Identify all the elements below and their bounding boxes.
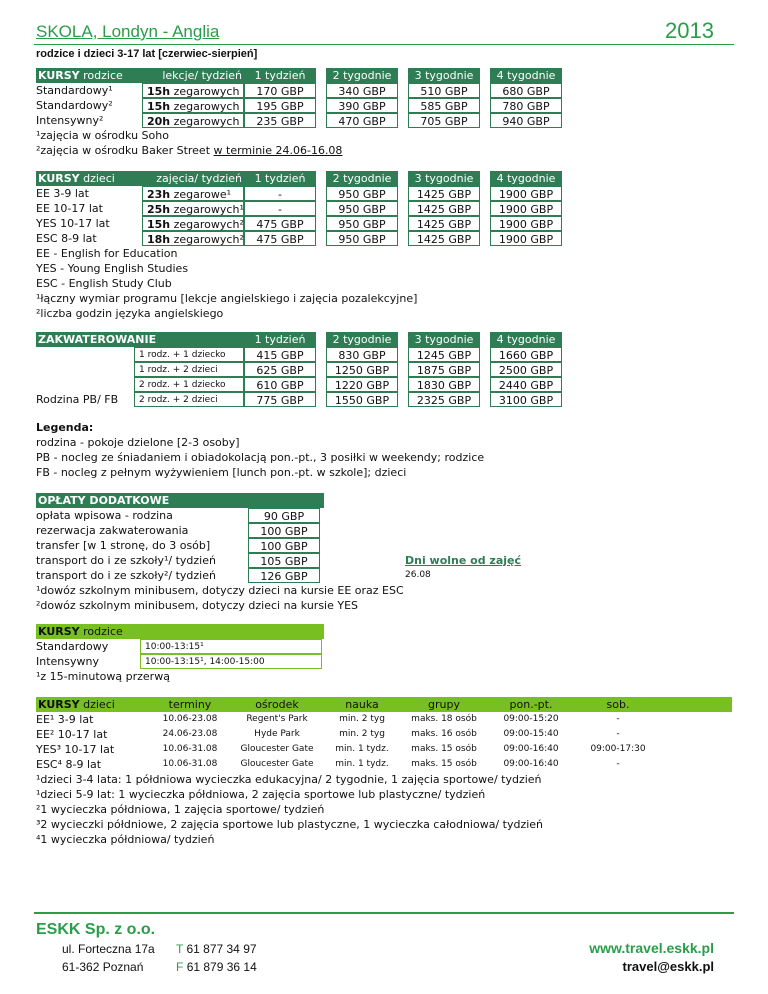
footer-divider <box>34 912 734 914</box>
footnote: EE - English for Education <box>36 247 178 260</box>
footnote: ¹łączny wymiar programu [lekcje angielskiego i zajęcia pozalekcyjne] <box>36 292 418 305</box>
footnote: ¹dowóz szkolnym minibusem, dotyczy dzieci na kursie EE oraz ESC <box>36 584 404 597</box>
table-row: transport do i ze szkoły²/ tydzień 126 GBP <box>36 568 216 583</box>
footnote: ESC - English Study Club <box>36 277 172 290</box>
footnote: ¹z 15-minutową przerwą <box>36 670 170 683</box>
table-header: OPŁATY DODATKOWE <box>36 493 322 508</box>
table-row: opłata wpisowa - rodzina 90 GBP <box>36 508 173 523</box>
legend-title: Legenda: <box>36 421 94 434</box>
table-row: EE¹ 3-9 lat 10.06-23.08 Regent's Park min. 2 tyg maks. 18 osób 09:00-15:20 - <box>36 713 620 726</box>
company-name: ESKK Sp. z o.o. <box>36 921 156 938</box>
table-row: ESC 8-9 lat 18h zegarowych² 475 GBP 950 GBP 1425 GBP 1900 GBP <box>36 231 97 246</box>
footnote: ²1 wycieczka półdniowa, 1 zajęcia sportowe/ tydzień <box>36 803 325 816</box>
table-header: KURSY dzieci zajęcia/ tydzień 1 tydzień 2 tygodnie 3 tygodnie 4 tygodnie <box>36 171 556 186</box>
table-row: transport do i ze szkoły¹/ tydzień 105 GBP <box>36 553 216 568</box>
table-row: ESC⁴ 8-9 lat 10.06-31.08 Gloucester Gate min. 1 tydz. maks. 15 osób 09:00-16:40 - <box>36 758 620 771</box>
holidays-date: 26.08 <box>405 570 431 580</box>
table-row: EE 10-17 lat 25h zegarowych¹ - 950 GBP 1425 GBP 1900 GBP <box>36 201 103 216</box>
footnote: ³2 wycieczki półdniowe, 2 zajęcia sportowe lub plastyczne, 1 wycieczka całodniowa/ tydzień <box>36 818 544 831</box>
legend-line: FB - nocleg z pełnym wyżywieniem [lunch pon.-pt. w szkole]; dzieci <box>36 466 407 479</box>
table-row: YES³ 10-17 lat 10.06-31.08 Gloucester Gate min. 1 tydz. maks. 15 osób 09:00-16:40 09:00-17:30 <box>36 743 646 756</box>
accommodation-label: Rodzina PB/ FB <box>36 393 119 406</box>
phone: T 61 877 34 97 <box>176 942 257 956</box>
footnote: ¹dzieci 3-4 lata: 1 półdniowa wycieczka edukacyjna/ 2 tygodnie, 1 zajęcia sportowe/ tydzień <box>36 773 542 786</box>
email-link[interactable]: travel@eskk.pl <box>622 959 714 974</box>
table-row: YES 10-17 lat 15h zegarowych² 475 GBP 950 GBP 1425 GBP 1900 GBP <box>36 216 110 231</box>
table-row: Intensywny 10:00-13:15¹, 14:00-15:00 <box>36 654 99 669</box>
footnote: ²zajęcia w ośrodku Baker Street w terminie 24.06-16.08 <box>36 144 343 157</box>
table-header: ZAKWATEROWANIE 1 tydzień 2 tygodnie 3 tygodnie 4 tygodnie <box>36 332 556 347</box>
footnote: YES - Young English Studies <box>36 262 189 275</box>
website-link[interactable]: www.travel.eskk.pl <box>589 940 714 956</box>
table-row: EE² 10-17 lat 24.06-23.08 Hyde Park min. 2 tyg maks. 16 osób 09:00-15:40 - <box>36 728 620 741</box>
footnote: ²dowóz szkolnym minibusem, dotyczy dzieci na kursie YES <box>36 599 359 612</box>
street: ul. Forteczna 17a <box>62 942 155 956</box>
table-header: KURSY dzieci terminy ośrodek nauka grupy pon.-pt. sob. <box>36 697 732 712</box>
table-row: rezerwacja zakwaterowania 100 GBP <box>36 523 188 538</box>
city: 61-362 Poznań <box>62 960 144 974</box>
table-row: Standardowy¹ 15h zegarowych 170 GBP 340 GBP 510 GBP 680 GBP <box>36 83 113 98</box>
legend-line: PB - nocleg ze śniadaniem i obiadokolacją pon.-pt., 3 posiłki w weekendy; rodzice <box>36 451 485 464</box>
fax: F 61 879 36 14 <box>176 960 257 974</box>
holidays-title: Dni wolne od zajęć <box>405 554 522 567</box>
subtitle: rodzice i dzieci 3-17 lat [czerwiec-sierpień] <box>36 48 258 60</box>
year: 2013 <box>665 18 714 43</box>
footnote: ⁴1 wycieczka półdniowa/ tydzień <box>36 833 215 846</box>
footnote: ²liczba godzin języka angielskiego <box>36 307 224 320</box>
footnote: ¹zajęcia w ośrodku Soho <box>36 129 169 142</box>
table-row: Standardowy² 15h zegarowych 195 GBP 390 GBP 585 GBP 780 GBP <box>36 98 113 113</box>
table-header: KURSY rodzice <box>36 624 322 639</box>
table-row: Standardowy 10:00-13:15¹ <box>36 639 108 654</box>
legend-line: rodzina - pokoje dzielone [2-3 osoby] <box>36 436 240 449</box>
table-row: transfer [w 1 stronę, do 3 osób] 100 GBP <box>36 538 210 553</box>
page-title: SKOLA, Londyn - Anglia <box>36 22 220 41</box>
table-row: Intensywny² 20h zegarowych 235 GBP 470 GBP 705 GBP 940 GBP <box>36 113 103 128</box>
title-divider <box>34 44 734 45</box>
table-row: EE 3-9 lat 23h zegarowe¹ - 950 GBP 1425 GBP 1900 GBP <box>36 186 89 201</box>
footnote: ¹dzieci 5-9 lat: 1 wycieczka półdniowa, 2 zajęcia sportowe lub plastyczne/ tydzień <box>36 788 486 801</box>
table-header: KURSY rodzice lekcje/ tydzień 1 tydzień 2 tygodnie 3 tygodnie 4 tygodnie <box>36 68 556 83</box>
